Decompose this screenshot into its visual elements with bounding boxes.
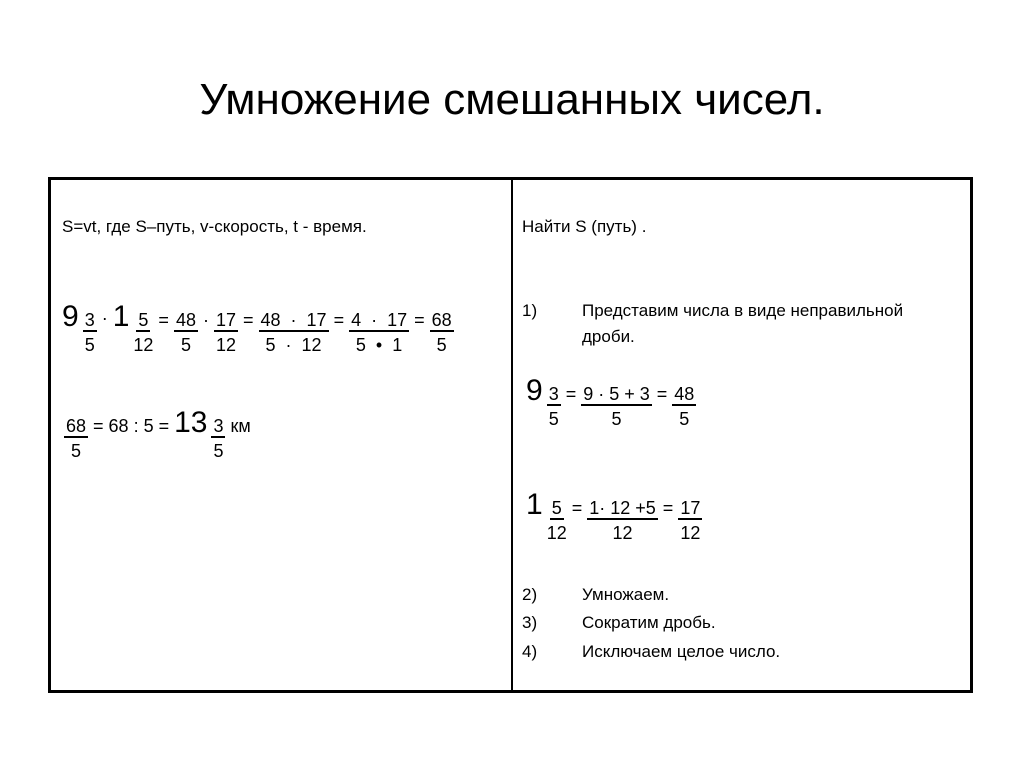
fraction-reduced: $\frac{4 \cdot 17}{5 • 1}$: [351, 310, 408, 355]
fraction-68-5-b: $\frac{68}{5}$: [66, 416, 87, 461]
mixed-result: 13 $\frac{3}{5}$: [174, 406, 224, 461]
equation-whole-part: $\frac{68}{5}$ = 68 : 5 = 13 $\frac{3}{5}$ км: [66, 406, 251, 461]
task-text: Найти S (путь) .: [522, 217, 647, 236]
list-item: 1) Представим числа в виде неправильной дроби.: [522, 301, 904, 346]
equation-convert-b: 1 $\frac{5}{12}$ = $\frac{1\cdot 12 +5}{12}$ = $\frac{17}{12}$: [526, 488, 701, 543]
list-item: 2) Умножаем.: [522, 585, 670, 604]
fraction-17-12: $\frac{17}{12}$: [215, 310, 236, 355]
fraction-68-5: $\frac{68}{5}$: [431, 310, 452, 355]
list-item: 4) Исключаем целое число.: [522, 642, 781, 661]
mixed-number-a: 9 $\frac{3}{5}$: [62, 300, 95, 355]
mixed-number-b: 1 $\frac{5}{12}$: [112, 300, 154, 355]
fraction-combined: $\frac{48 \cdot 17}{5 \cdot 12}$: [260, 310, 327, 355]
list-item: 3) Сократим дробь.: [522, 613, 716, 632]
slide-title: Умножение смешанных чисел.: [199, 75, 825, 124]
fraction-48-5: $\frac{48}{5}$: [175, 310, 196, 355]
column-divider: [511, 177, 513, 693]
formula-note: S=vt, где S–путь, v-скорость, t - время.: [62, 217, 367, 236]
equation-multiply: 9 $\frac{3}{5}$ · 1 $\frac{5}{12}$ = $\frac{48}{5}$ · $\frac{17}{12}$ = $\frac{48 \cdot 17}{5 \cdot 12}$ = $\frac{4 \cdot 17}{5 • 1}$ = $\frac{68}{5}$: [62, 300, 452, 355]
equation-convert-a: 9 $\frac{3}{5}$ = $\frac{9 \cdot 5 + 3}{5}$ = $\frac{48}{5}$: [526, 374, 695, 429]
